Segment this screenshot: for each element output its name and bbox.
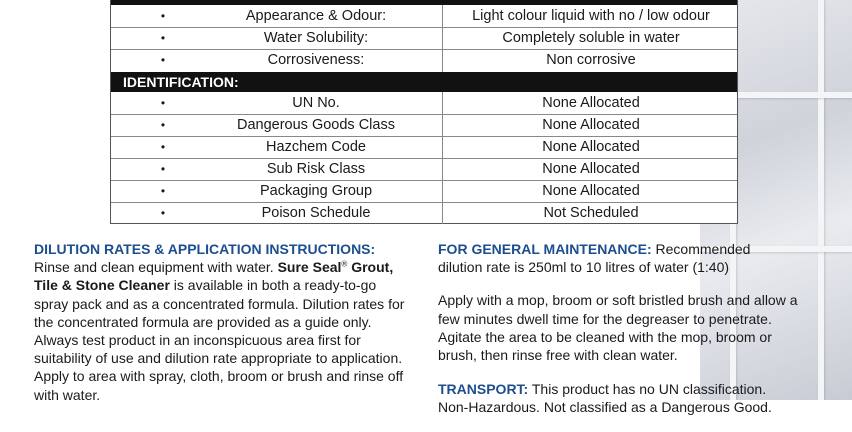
dilution-heading: DILUTION RATES & APPLICATION INSTRUCTIONS: [34, 241, 376, 257]
dilution-text: Rinse and clean equipment with water. [34, 259, 274, 276]
bullet: • [160, 206, 166, 220]
row-label: Poison Schedule [261, 205, 371, 221]
row-value: Light colour liquid with no / low odour [472, 8, 710, 24]
row-label: Sub Risk Class [266, 161, 366, 177]
row-label: Dangerous Goods Class [237, 117, 395, 133]
registered-mark: ® [341, 259, 348, 269]
table-row [111, 92, 737, 114]
product-name: Grout, Tile & Stone Cleaner [34, 259, 394, 294]
table-row [111, 136, 737, 158]
dilution-text: is available in both a ready-to-go spray pack and as a concentrated formula. Dilution rates for the concentrated formula are provided as a guide only. Always test product in an inconspicuous area first for suitability of use and dilution rate appropriate to application. Apply to area with spray, cloth, broom or brush and rinse off with water. [34, 277, 405, 403]
row-label: Corrosiveness: [267, 52, 365, 68]
transport-text-continued: Non-Hazardous. Not classified as a Dangerous Good. [438, 399, 772, 416]
row-label: UN No. [292, 95, 340, 111]
brand-name: Sure Seal [277, 259, 342, 276]
section-title: IDENTIFICATION: [123, 74, 239, 90]
table-row [111, 5, 737, 27]
bullet: • [160, 140, 166, 154]
row-value: Not Scheduled [543, 205, 639, 221]
maintenance-heading: FOR GENERAL MAINTENANCE: [438, 241, 652, 257]
row-value: None Allocated [542, 95, 640, 111]
row-label: Packaging Group [259, 183, 373, 199]
row-value: Completely soluble in water [502, 30, 680, 46]
bullet: • [160, 162, 166, 176]
table-row [111, 202, 737, 224]
maintenance-paragraph: Apply with a mop, broom or soft bristled brush and allow a few minutes dwell time for the degreaser to penetrate. Agitate the area to be cleaned with the mop, broom or brush, then rinse free with clean water. [438, 292, 798, 364]
row-value: None Allocated [542, 117, 640, 133]
row-value: None Allocated [542, 161, 640, 177]
row-value: None Allocated [542, 183, 640, 199]
bullet: • [160, 53, 166, 67]
row-value: Non corrosive [546, 52, 636, 68]
dilution-instructions [34, 240, 406, 419]
table-row [111, 49, 737, 71]
transport-text: This product has no UN classification. [531, 381, 767, 398]
bullet: • [160, 31, 166, 45]
transport-heading: TRANSPORT: [438, 381, 529, 398]
bullet: • [160, 118, 166, 132]
maintenance-text: Recommended dilution rate is 250ml to 10 litres of water (1:40) [438, 241, 751, 276]
product-info-table [110, 0, 738, 224]
identification-section-header [111, 72, 737, 92]
table-row [111, 114, 737, 136]
row-label: Water Solubility: [263, 30, 369, 46]
table-row [111, 180, 737, 202]
row-value: None Allocated [542, 139, 640, 155]
table-row [111, 158, 737, 180]
row-label: Hazchem Code [266, 139, 366, 155]
bullet: • [160, 96, 166, 110]
row-label: Appearance & Odour: [245, 8, 387, 24]
bullet: • [160, 9, 166, 23]
bullet: • [160, 184, 166, 198]
maintenance-instructions [438, 240, 798, 432]
table-row [111, 27, 737, 49]
